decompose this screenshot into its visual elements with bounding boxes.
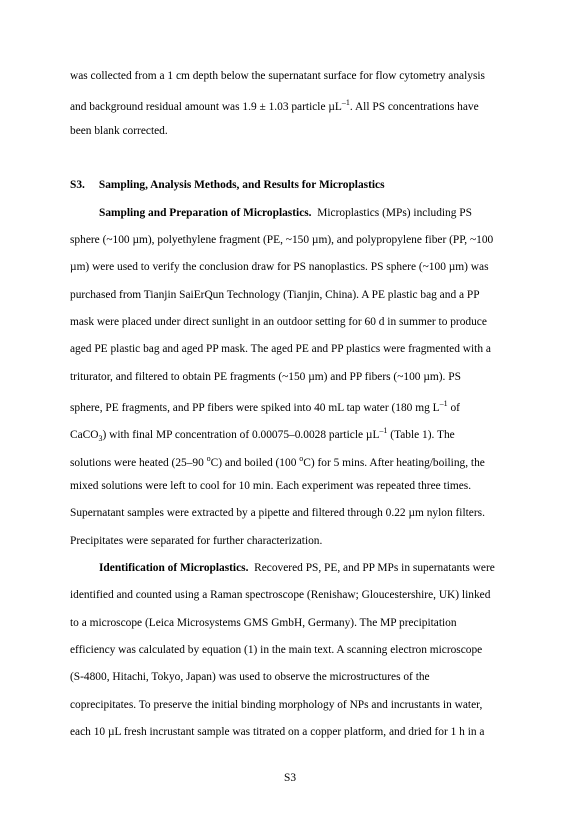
section-heading: [70, 178, 385, 192]
text-line: CaCO$_3$) with final MP concentration of 0.00075–0.0028 particle µL$^{-1}$ (Table 1). The: [70, 426, 455, 444]
text-line: identified and counted using a Raman spectroscope (Renishaw; Gloucestershire, UK) linked: [70, 589, 491, 601]
subsection-title: Identification of Microplastics.: [99, 562, 249, 574]
text-line: coprecipitates. To preserve the initial binding morphology of NPs and incrustants in water,: [70, 699, 483, 711]
text-line: Precipitates were separated for further characterization.: [70, 535, 323, 547]
page-number: S3: [283, 772, 297, 784]
text-line: Sampling and Preparation of Microplastics. Microplastics (MPs) including PS: [99, 207, 472, 219]
text-line: (S-4800, Hitachi, Tokyo, Japan) was used to observe the microstructures of the: [70, 671, 430, 683]
text-line: aged PE plastic bag and aged PP mask. The aged PE and PP plastics were fragmented with a: [70, 343, 491, 355]
text-line: triturator, and filtered to obtain PE fragments (~150 µm) and PP fibers (~100 µm). PS: [70, 371, 461, 383]
text-line: efficiency was calculated by equation (1) in the main text. A scanning electron microscope: [70, 644, 483, 656]
text-line: Identification of Microplastics. Recovered PS, PE, and PP MPs in supernatants were: [99, 562, 495, 574]
text-line: and background residual amount was 1.9 ± 1.03 particle µL$^{-1}$. All PS concentrations have: [70, 98, 479, 113]
text-line: sphere, PE fragments, and PP fibers were spiked into 40 mL tap water (180 mg $L^{-1}$ of: [70, 399, 460, 414]
text-line: mixed solutions were left to cool for 10 min. Each experiment was repeated three times.: [70, 480, 472, 492]
text-line: mask were placed under direct sunlight in an outdoor setting for 60 d in summer to produce: [70, 316, 487, 328]
text-line: each 10 µL fresh incrustant sample was titrated on a copper platform, and dried for 1 h in a: [70, 726, 485, 738]
text-line: sphere (~100 µm), polyethylene fragment (PE, ~150 µm), and polypropylene fiber (PP, ~100: [70, 234, 494, 246]
text-line: Supernatant samples were extracted by a pipette and filtered through 0.22 µm nylon filters.: [70, 507, 485, 519]
text-line: solutions were heated (25–90 $^o$C) and boiled (100 $^o$C) for 5 mins. After heating/boiling, the: [70, 454, 485, 469]
text-line: to a microscope (Leica Microsystems GMS GmbH, Germany). The MP precipitation: [70, 617, 457, 629]
section-title: Sampling, Analysis Methods, and Results for Microplastics: [98, 179, 385, 191]
text-line: purchased from Tianjin SaiErQun Technology (Tianjin, China). A PE plastic bag and a PP: [70, 289, 480, 301]
text-line: µm) were used to verify the conclusion draw for PS nanoplastics. PS sphere (~100 µm) was: [70, 261, 489, 273]
section-number: S3.: [70, 179, 85, 191]
text-line: was collected from a 1 cm depth below the supernatant surface for flow cytometry analysis: [70, 70, 485, 82]
subsection-title: Sampling and Preparation of Microplastics.: [99, 207, 312, 219]
text-line: been blank corrected.: [70, 125, 168, 137]
